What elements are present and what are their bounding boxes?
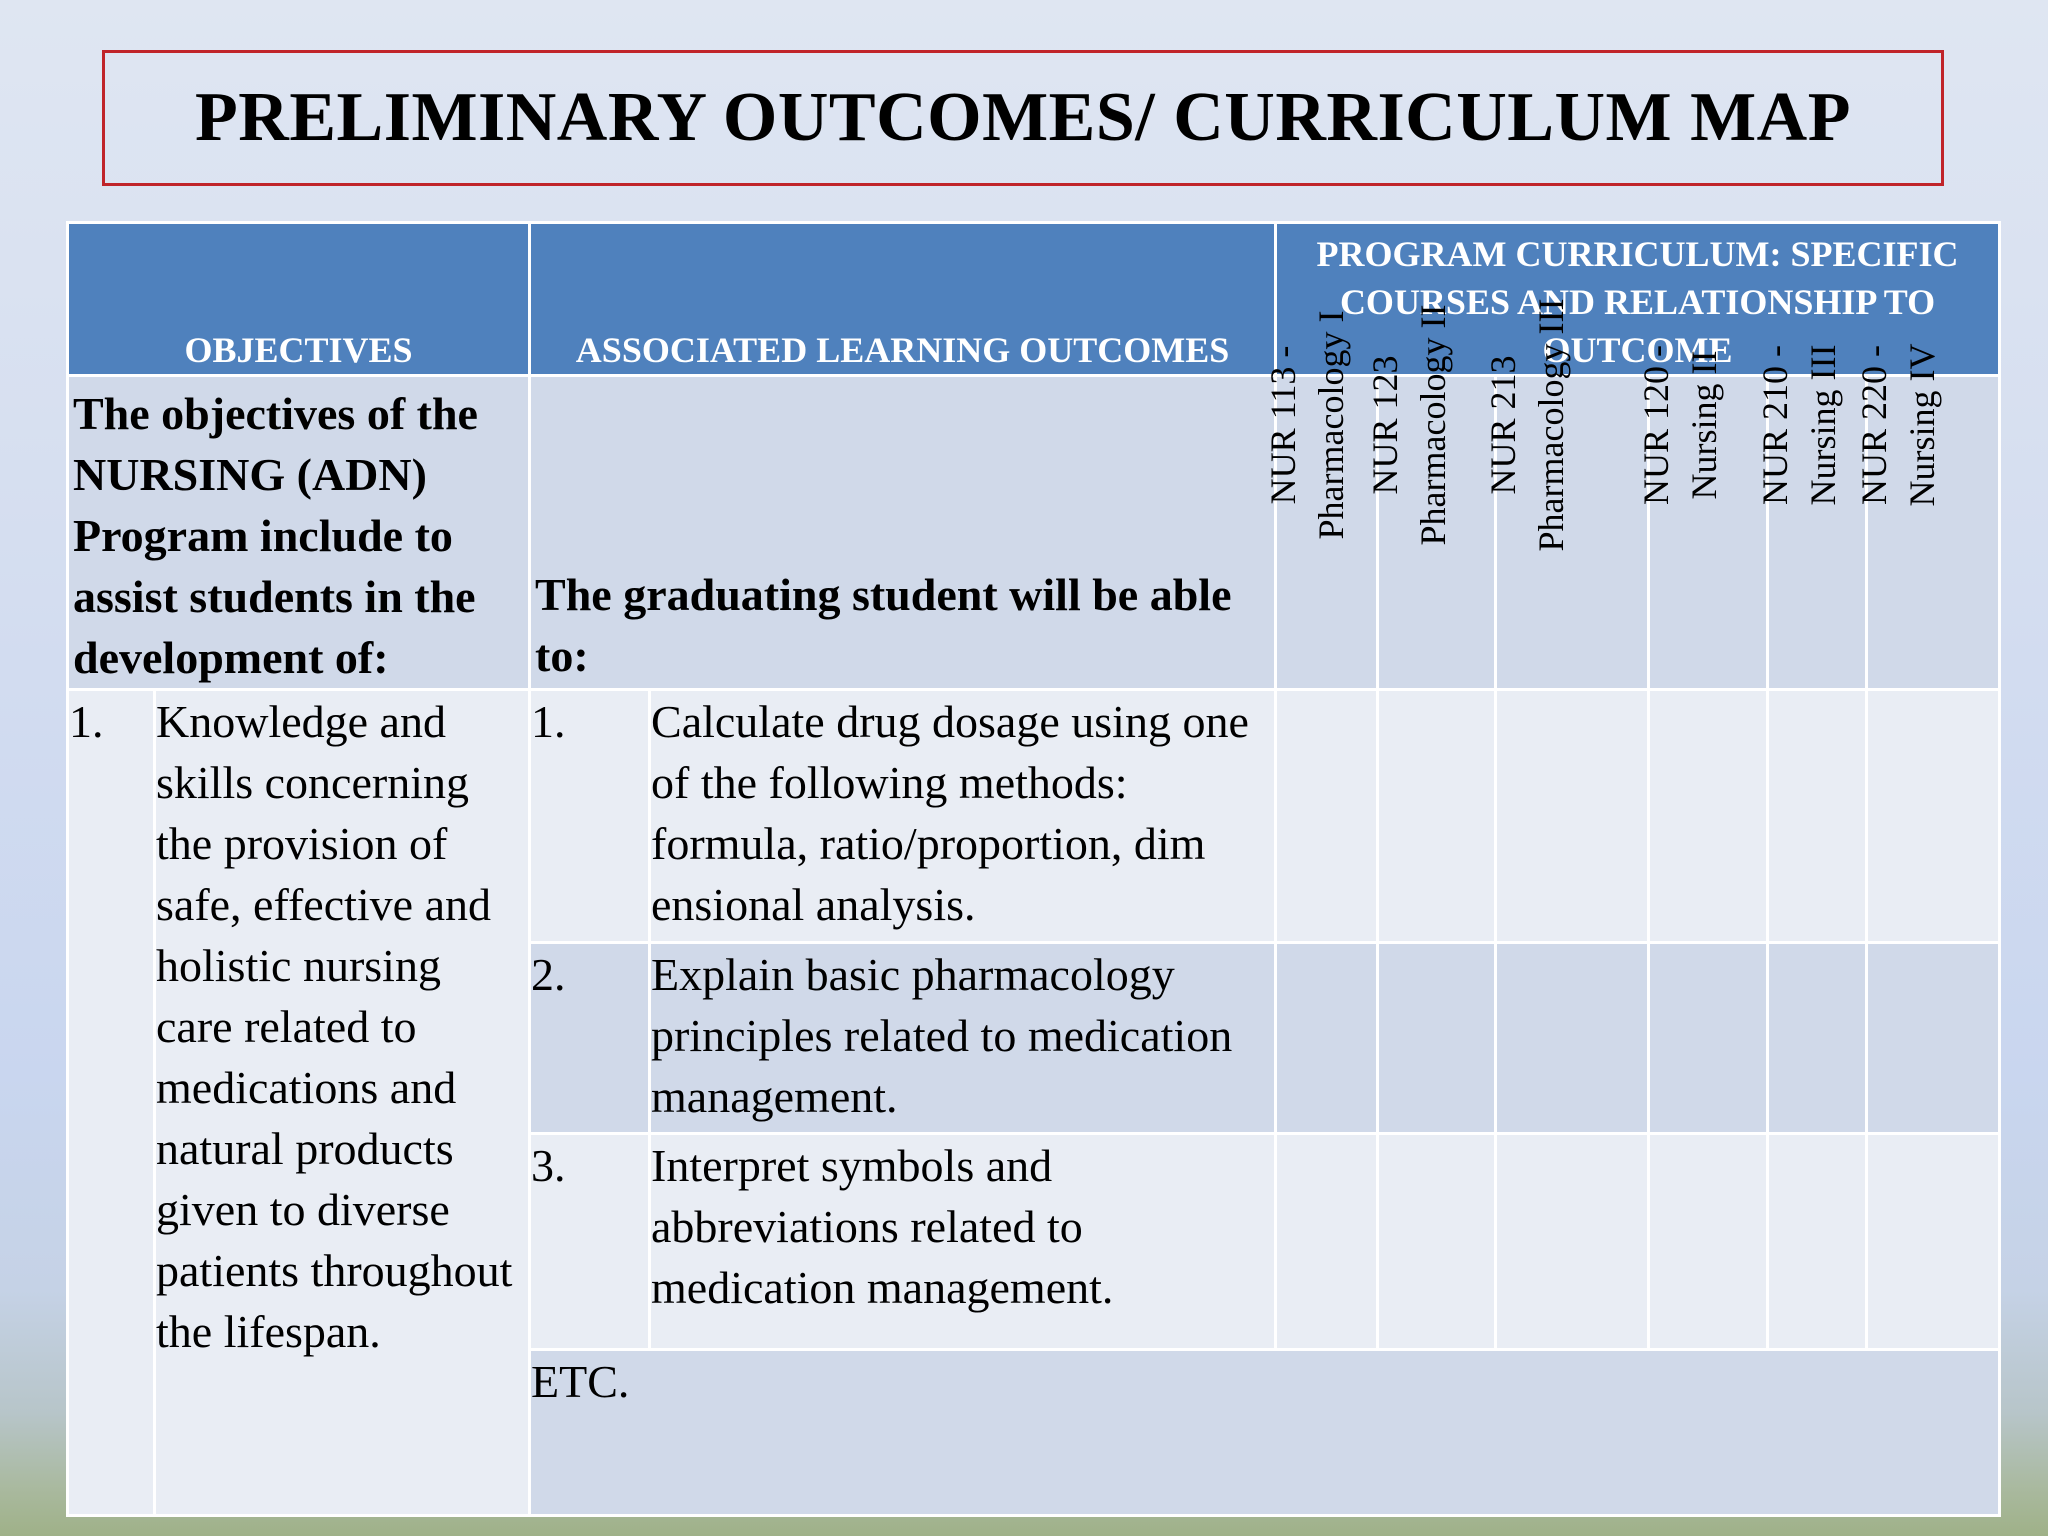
map-cell: [1768, 943, 1867, 1134]
curriculum-map-table: [66, 221, 2001, 1517]
map-cell: [1378, 1134, 1496, 1350]
outcome-number: 2.: [530, 943, 650, 1134]
course-code: NUR 220 -: [1854, 345, 1895, 505]
map-cell: [1867, 1134, 2000, 1350]
outcome-text: Calculate drug dosage using one of the following methods: formula, ratio/proportion, dim ensional analysis.: [650, 690, 1276, 943]
slide-title: PRELIMINARY OUTCOMES/ CURRICULUM MAP: [195, 79, 1851, 156]
course-code: NUR 123: [1365, 355, 1406, 495]
outcome-text: Interpret symbols and abbreviations related to medication management.: [650, 1134, 1276, 1350]
map-cell: [1276, 943, 1378, 1134]
map-cell: [1276, 690, 1378, 943]
objectives-header: OBJECTIVES: [68, 223, 530, 376]
map-cell: [1768, 1134, 1867, 1350]
outcome-text: Explain basic pharmacology principles related to medication management.: [650, 943, 1276, 1134]
course-name: Pharmacology III: [1531, 298, 1572, 552]
outcomes-intro: The graduating student will be able to:: [530, 376, 1276, 690]
course-code: NUR 213: [1483, 355, 1524, 495]
course-code: NUR 210 -: [1755, 345, 1796, 505]
course-header-nur220: [1854, 343, 2000, 690]
objective-number: 1.: [68, 690, 155, 1516]
outcome-number: 1.: [530, 690, 650, 943]
course-header-nur120: [1636, 345, 1768, 690]
program-curriculum-header: PROGRAM CURRICULUM: SPECIFIC COURSES AND RELATIONSHIP TO OUTCOME: [1276, 223, 2000, 376]
course-code: NUR 120 -: [1636, 345, 1677, 505]
map-cell: [1649, 943, 1768, 1134]
map-cell: [1378, 690, 1496, 943]
etc-row: ETC.: [530, 1350, 2000, 1516]
course-code: NUR 113 -: [1263, 345, 1304, 505]
map-cell: [1378, 943, 1496, 1134]
objectives-intro: The objectives of the NURSING (ADN) Program include to assist students in the development of:: [68, 376, 530, 690]
map-cell: [1867, 690, 2000, 943]
map-cell: [1649, 1134, 1768, 1350]
slide-title-box: [102, 50, 1944, 186]
course-header-nur123: [1365, 304, 1496, 690]
objective-text: Knowledge and skills concerning the provision of safe, effective and holistic nursing care related to medications and natural products given to diverse patients throughout the lifespan.: [155, 690, 530, 1516]
course-name: Pharmacology II: [1413, 304, 1454, 546]
map-cell: [1768, 690, 1867, 943]
course-header-nur213: [1483, 298, 1649, 690]
map-cell: [1276, 1134, 1378, 1350]
course-name: Pharmacology I: [1311, 310, 1352, 540]
learning-outcomes-header: ASSOCIATED LEARNING OUTCOMES: [530, 223, 1276, 376]
course-name: Nursing III: [1803, 344, 1844, 506]
map-cell: [1496, 1134, 1649, 1350]
map-cell: [1496, 690, 1649, 943]
map-cell: [1867, 943, 2000, 1134]
map-cell: [1496, 943, 1649, 1134]
course-name: Nursing IV: [1902, 343, 1943, 507]
outcome-number: 3.: [530, 1134, 650, 1350]
course-name: Nursing II: [1684, 350, 1725, 500]
map-cell: [1649, 690, 1768, 943]
